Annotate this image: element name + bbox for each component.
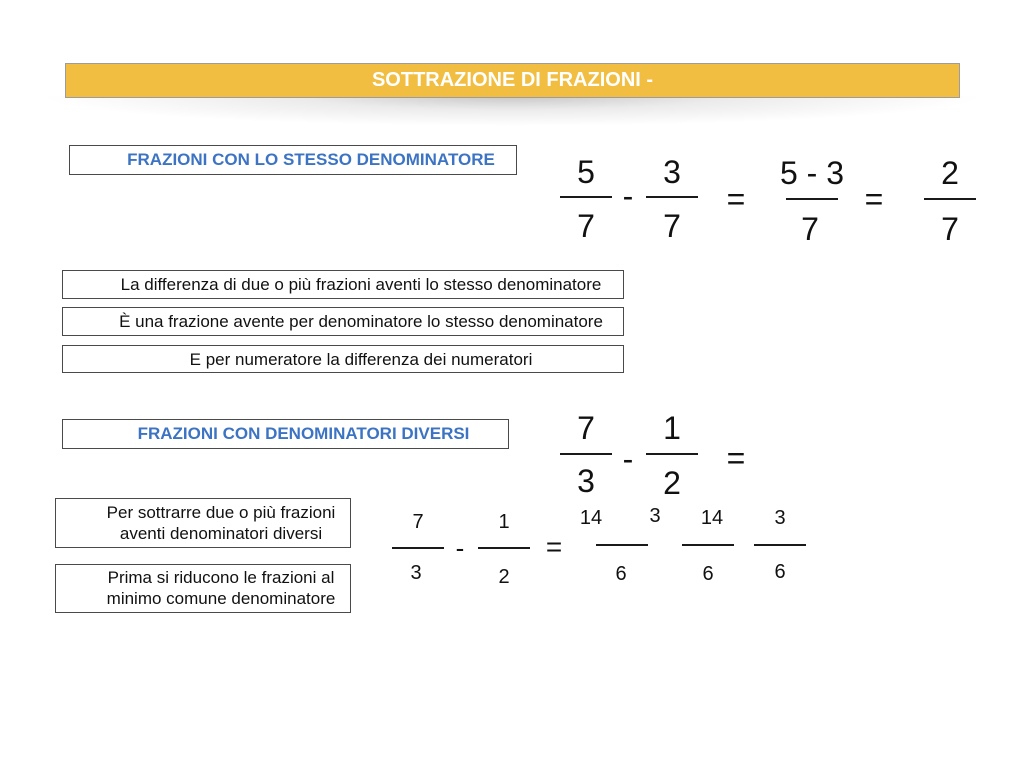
rule-box-1: La differenza di due o più frazioni aventi lo stesso denominatore xyxy=(62,270,624,299)
fraction-bar xyxy=(478,547,530,549)
fraction-numerator: 2 xyxy=(941,155,959,191)
fraction-denominator: 3 xyxy=(577,463,595,499)
equals-sign: = xyxy=(864,181,884,217)
worked-fraction-3 xyxy=(579,505,661,586)
step-box-2 xyxy=(55,564,351,613)
minus-sign: - xyxy=(622,441,634,477)
title-shadow xyxy=(40,96,984,126)
fraction-numerator: 1 xyxy=(498,511,510,533)
fraction-numerator: 14 xyxy=(700,507,724,529)
fraction-denominator: 6 xyxy=(702,563,714,585)
minus-sign: - xyxy=(622,178,634,214)
fraction-numerator: 5 - 3 xyxy=(779,155,845,191)
fraction-denominator: 7 xyxy=(663,208,681,244)
fraction-term-2 xyxy=(646,410,698,501)
title-bar xyxy=(65,63,960,98)
fraction-denominator: 7 xyxy=(941,211,959,247)
fraction-term-1 xyxy=(560,410,612,499)
fraction-combined xyxy=(772,155,852,247)
fraction-numerator: 7 xyxy=(412,511,424,533)
fraction-denominator: 2 xyxy=(498,566,510,588)
fraction-bar xyxy=(924,198,976,200)
fraction-bar xyxy=(754,544,806,546)
fraction-result xyxy=(924,155,976,247)
fraction-denominator: 7 xyxy=(801,211,819,247)
fraction-bar xyxy=(682,544,734,546)
slide-title: SOTTRAZIONE DI FRAZIONI - xyxy=(371,69,654,91)
equals-sign: = xyxy=(545,531,563,562)
step-line: Prima si riducono le frazioni al xyxy=(107,568,335,587)
step-box-1 xyxy=(55,498,351,548)
worked-fraction-2 xyxy=(478,510,530,589)
fraction-numerator: 3 xyxy=(774,507,786,529)
equals-sign: = xyxy=(726,181,746,217)
fraction-term-2 xyxy=(646,154,698,244)
fraction-numerator: 14 xyxy=(579,507,603,529)
worked-fraction-5 xyxy=(754,506,806,584)
step-line: aventi denominatori diversi xyxy=(119,523,323,543)
worked-fraction-1 xyxy=(392,510,444,585)
step-line: Per sottrarre due o più frazioni xyxy=(106,503,336,522)
rule-box-2: È una frazione avente per denominatore lo stesso denominatore xyxy=(62,307,624,336)
fraction-bar xyxy=(392,547,444,549)
fraction-bar xyxy=(786,198,838,200)
section-heading-same-denominator: FRAZIONI CON LO STESSO DENOMINATORE xyxy=(69,145,517,175)
fraction-bar xyxy=(560,196,612,198)
fraction-bar xyxy=(646,453,698,455)
fraction-bar xyxy=(560,453,612,455)
fraction-term-1 xyxy=(560,154,612,244)
fraction-annotation: 3 xyxy=(649,505,661,527)
section-heading-different-denominators: FRAZIONI CON DENOMINATORI DIVERSI xyxy=(62,419,509,449)
step-line: minimo comune denominatore xyxy=(106,588,336,608)
fraction-denominator: 2 xyxy=(663,465,681,501)
fraction-numerator: 7 xyxy=(577,410,595,446)
worked-fraction-4 xyxy=(682,506,734,586)
minus-sign: - xyxy=(455,533,465,563)
fraction-bar xyxy=(646,196,698,198)
fraction-numerator: 1 xyxy=(663,410,681,446)
fraction-denominator: 6 xyxy=(615,563,627,585)
fraction-bar xyxy=(596,544,648,546)
equals-sign: = xyxy=(726,440,746,476)
fraction-denominator: 6 xyxy=(774,561,786,583)
fraction-denominator: 7 xyxy=(577,208,595,244)
rule-box-3: E per numeratore la differenza dei numeratori xyxy=(62,345,624,373)
fraction-numerator: 5 xyxy=(577,154,595,190)
fraction-denominator: 3 xyxy=(410,562,422,584)
fraction-numerator: 3 xyxy=(663,154,681,190)
